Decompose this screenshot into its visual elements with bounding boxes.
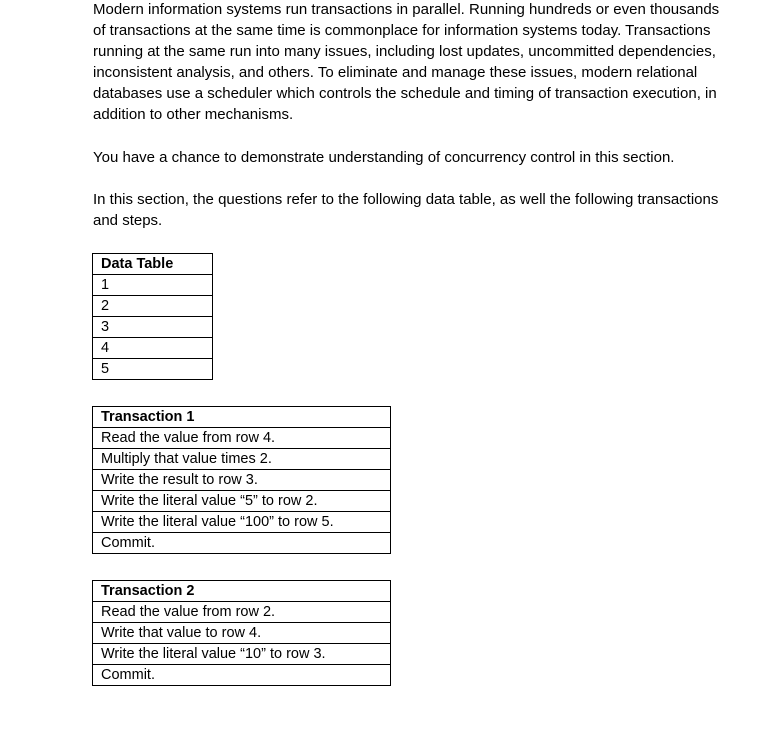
data-table-row: 1 <box>93 275 213 296</box>
data-table-row: 4 <box>93 338 213 359</box>
transaction-2-table <box>92 580 391 686</box>
transaction-2-header: Transaction 2 <box>93 581 391 602</box>
transaction-1-header: Transaction 1 <box>93 407 391 428</box>
transaction-1-step: Write the literal value “100” to row 5. <box>93 512 391 533</box>
data-table-header: Data Table <box>93 254 213 275</box>
transaction-2-step: Commit. <box>93 665 391 686</box>
section-paragraph: You have a chance to demonstrate understanding of concurrency control in this section. <box>93 149 675 166</box>
transaction-1-step: Commit. <box>93 533 391 554</box>
transaction-2-step: Write that value to row 4. <box>93 623 391 644</box>
transaction-1-step: Write the result to row 3. <box>93 470 391 491</box>
transaction-1-step: Write the literal value “5” to row 2. <box>93 491 391 512</box>
transaction-2-step: Read the value from row 2. <box>93 602 391 623</box>
data-table-row: 3 <box>93 317 213 338</box>
transaction-1-step: Read the value from row 4. <box>93 428 391 449</box>
data-table-row: 2 <box>93 296 213 317</box>
reference-paragraph: In this section, the questions refer to the following data table, as well the following transactions and steps. <box>93 191 719 229</box>
transaction-1-table <box>92 406 391 554</box>
data-table-row: 5 <box>93 359 213 380</box>
transaction-2-step: Write the literal value “10” to row 3. <box>93 644 391 665</box>
transaction-1-step: Multiply that value times 2. <box>93 449 391 470</box>
data-table <box>92 253 213 380</box>
intro-paragraph: Modern information systems run transactions in parallel. Running hundreds or even thousands of transactions at the same time is commonplace for information systems today. Transactions running at the same run into many issues, including lost updates, uncommitted dependencies, inconsistent analysis, and others. To eliminate and manage these issues, modern relational databases use a scheduler which controls the schedule and timing of transaction execution, in addition to other mechanisms. <box>93 1 720 123</box>
